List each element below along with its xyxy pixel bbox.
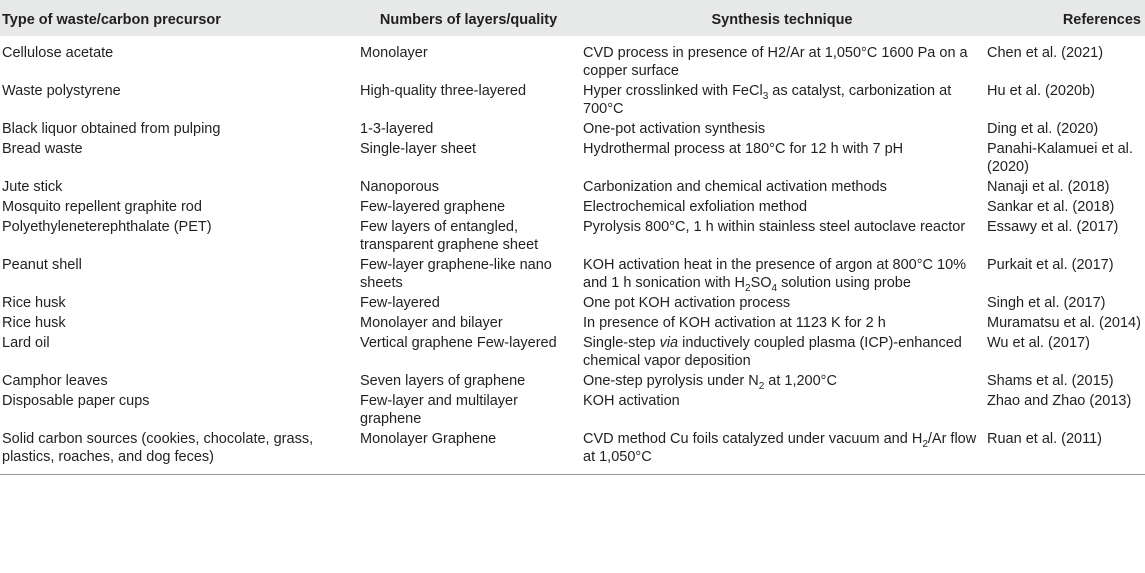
cell-precursor: Mosquito repellent graphite rod (2, 199, 202, 215)
cell-technique: Hyper crosslinked with FeCl$_3$ as catalyst, carbonization at 700°C (583, 83, 952, 117)
cell-precursor: Jute stick (2, 179, 63, 195)
cell-precursor: Rice husk (2, 295, 66, 311)
cell-layers: Vertical graphene Few-layered (360, 335, 557, 351)
cell-precursor: Camphor leaves (2, 373, 108, 389)
table-row (0, 119, 1145, 139)
table-body (0, 36, 1145, 475)
cell-layers: Single-layer sheet (360, 141, 477, 157)
cell-technique: One-step pyrolysis under $N_2$ at 1,200°C (583, 373, 837, 392)
cell-technique: Single-step via inductively coupled plasma (ICP)-enhanced chemical vapor deposition (583, 335, 962, 369)
table-row (0, 429, 1145, 475)
cell-reference: Singh et al. (2017) (987, 295, 1106, 311)
cell-precursor: Cellulose acetate (2, 45, 114, 61)
cell-technique: CVD method Cu foils catalyzed under vacuum and $H_2/Ar$ flow at 1,050°C (583, 431, 977, 465)
header-precursor: Type of waste/carbon precursor (2, 12, 221, 28)
cell-technique: CVD process in presence of H2/Ar at 1,050°C 1600 Pa on a copper surface (583, 45, 968, 79)
cell-technique: KOH activation (583, 393, 680, 409)
cell-layers: High-quality three-layered (360, 83, 527, 99)
cell-precursor: Disposable paper cups (2, 393, 150, 409)
cell-layers: Few-layered graphene (360, 199, 506, 215)
cell-reference: Ding et al. (2020) (987, 121, 1099, 137)
cell-reference: Chen et al. (2021) (987, 45, 1104, 61)
cell-reference: Sankar et al. (2018) (987, 199, 1115, 215)
cell-technique: Carbonization and chemical activation methods (583, 179, 887, 195)
cell-reference: Muramatsu et al. (2014) (987, 315, 1141, 331)
table-row (0, 293, 1145, 313)
cell-technique: KOH activation heat in the presence of argon at 800°C 10% and 1 h sonication with $H_2SO_4$ solution using probe (583, 257, 967, 294)
cell-layers: Nanoporous (360, 179, 439, 195)
cell-layers: Monolayer and bilayer (360, 315, 503, 331)
cell-precursor: Lard oil (2, 335, 50, 351)
cell-technique: Pyrolysis 800°C, 1 h within stainless steel autoclave reactor (583, 219, 966, 235)
header-row (0, 0, 1145, 36)
cell-precursor: Solid carbon sources (cookies, chocolate, grass, plastics, roaches, and dog feces) (2, 431, 314, 465)
cell-precursor: Waste polystyrene (2, 83, 121, 99)
cell-reference: Shams et al. (2015) (987, 373, 1114, 389)
cell-technique: One pot KOH activation process (583, 295, 791, 311)
cell-reference: Zhao and Zhao (2013) (987, 393, 1132, 409)
cell-layers: Monolayer Graphene (360, 431, 497, 447)
cell-reference: Purkait et al. (2017) (987, 257, 1114, 273)
table-row (0, 255, 1145, 293)
cell-layers: Few-layer and multilayer graphene (360, 393, 518, 427)
cell-layers: 1-3-layered (360, 121, 434, 137)
table-row (0, 81, 1145, 119)
table-row (0, 36, 1145, 81)
cell-layers: Seven layers of graphene (360, 373, 526, 389)
header-references: References (1062, 12, 1141, 28)
cell-technique: Hydrothermal process at 180°C for 12 h with 7 pH (583, 141, 904, 157)
table-row (0, 391, 1145, 429)
cell-reference: Hu et al. (2020b) (987, 83, 1096, 99)
table-row (0, 197, 1145, 217)
cell-technique: In presence of KOH activation at 1123 K for 2 h (583, 315, 886, 331)
cell-reference: Ruan et al. (2011) (987, 431, 1102, 447)
cell-technique: One-pot activation synthesis (583, 121, 766, 137)
table-row (0, 139, 1145, 177)
cell-layers: Few-layered (360, 295, 440, 311)
table-row (0, 371, 1145, 391)
cell-precursor: Black liquor obtained from pulping (2, 121, 221, 137)
header-layers: Numbers of layers/quality (379, 12, 558, 28)
cell-precursor: Bread waste (2, 141, 83, 157)
cell-layers: Few layers of entangled, transparent graphene sheet (360, 219, 539, 253)
cell-reference: Essawy et al. (2017) (987, 219, 1119, 235)
cell-precursor: Polyethyleneterephthalate (PET) (2, 219, 212, 235)
cell-precursor: Peanut shell (2, 257, 82, 273)
cell-reference: Nanaji et al. (2018) (987, 179, 1110, 195)
header-technique: Synthesis technique (711, 12, 853, 28)
table-row (0, 177, 1145, 197)
table-row (0, 333, 1145, 371)
cell-precursor: Rice husk (2, 315, 66, 331)
cell-technique: Electrochemical exfoliation method (583, 199, 808, 215)
table-row (0, 313, 1145, 333)
cell-reference: Panahi-Kalamuei et al. (2020) (987, 141, 1133, 175)
cell-layers: Few-layer graphene-like nano sheets (360, 257, 552, 291)
table-row (0, 217, 1145, 255)
cell-reference: Wu et al. (2017) (987, 335, 1090, 351)
cell-layers: Monolayer (360, 45, 428, 61)
